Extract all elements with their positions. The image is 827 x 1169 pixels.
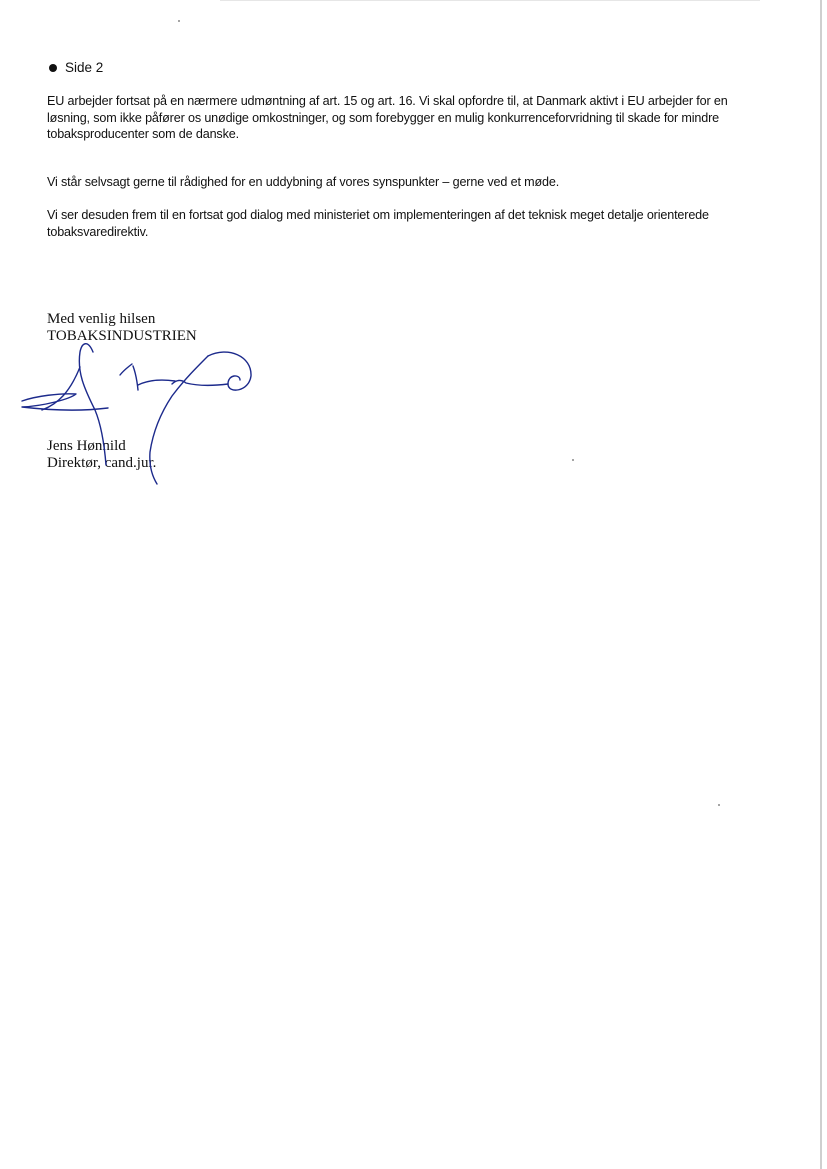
paragraph-dialog: Vi ser desuden frem til en fortsat god dialog med ministeriet om implementeringen af det teknisk meget detalje orienterede tobaksvaredirektiv. bbox=[47, 208, 709, 239]
signer-name: Jens Hønnild bbox=[47, 438, 126, 454]
scan-speck bbox=[572, 459, 574, 461]
scan-speck bbox=[178, 20, 180, 22]
bullet-icon bbox=[49, 64, 57, 72]
scan-speck bbox=[718, 804, 720, 806]
page-header bbox=[49, 60, 103, 75]
paragraph-eu-articles: EU arbejder fortsat på en nærmere udmøntning af art. 15 og art. 16. Vi skal opfordre til, at Danmark aktivt i EU arbejder for en løsning, som ikke påfører os unødige omkostninger, og som forebygger en mulig konkurrenceforvridning til skade for mindre tobaksproducenter som de danske. bbox=[47, 94, 728, 141]
organization-name: TOBAKSINDUSTRIEN bbox=[47, 328, 197, 344]
greeting: Med venlig hilsen bbox=[47, 311, 156, 327]
signer-title: Direktør, cand.jur. bbox=[47, 455, 157, 471]
closing-block bbox=[47, 311, 197, 345]
page-label: Side 2 bbox=[65, 60, 104, 75]
paragraph-availability: Vi står selvsagt gerne til rådighed for en uddybning af vores synspunkter – gerne ved et møde. bbox=[47, 175, 560, 189]
scan-right-edge bbox=[820, 0, 822, 1169]
scan-top-edge bbox=[220, 0, 760, 1]
signer-block bbox=[47, 438, 156, 472]
